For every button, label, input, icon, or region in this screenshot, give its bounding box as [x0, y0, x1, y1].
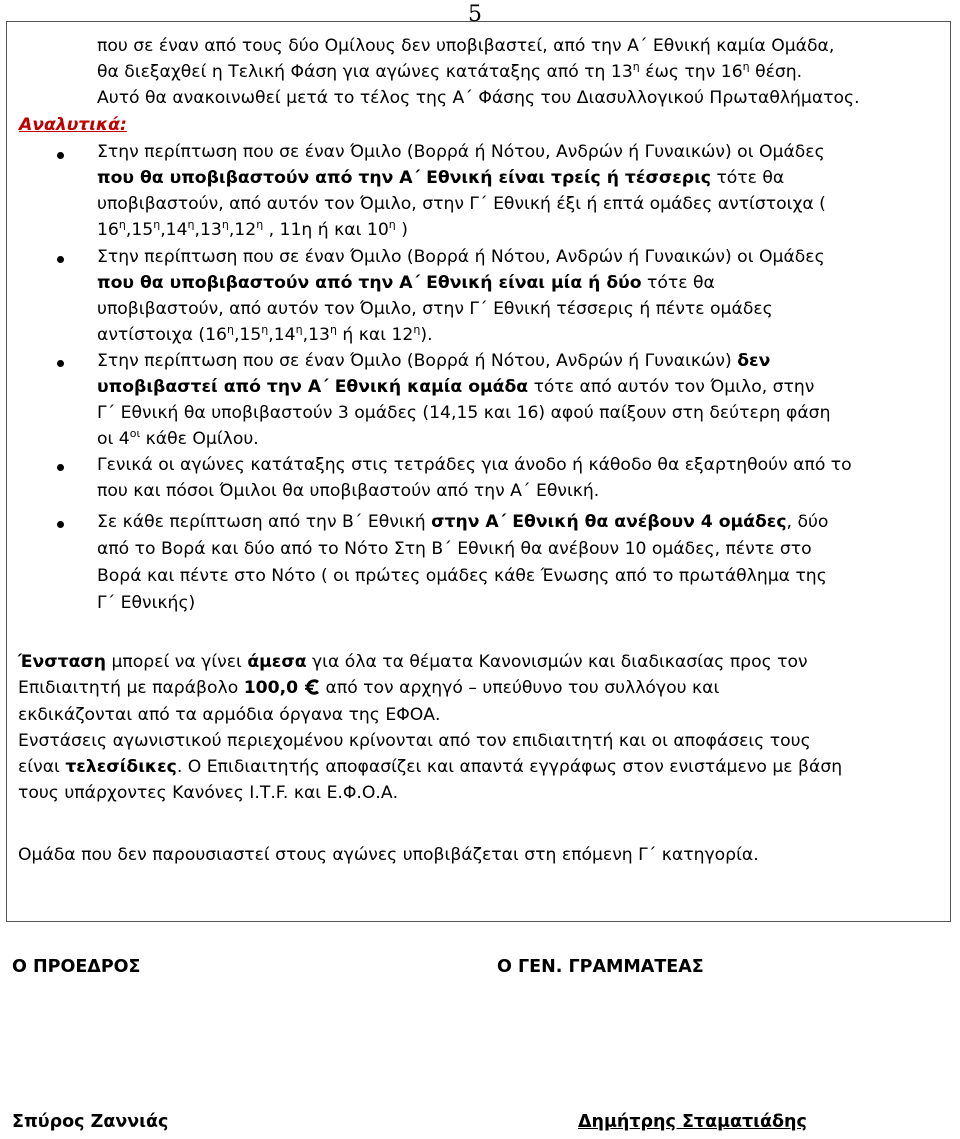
bullet-5-line-2: από το Βορά και δύο από το Νότο Στη Β΄ Εθνική θα ανέβουν 10 ομάδες, πέντε στο: [97, 539, 812, 559]
euro-icon: [304, 679, 320, 695]
bullet-5-line-4: Γ΄ Εθνικής): [97, 593, 196, 613]
bullet-1-line-3: υποβιβαστούν, από αυτόν τον Όμιλο, στην Γ΄ Εθνική έξι ή επτά ομάδες αντίστοιχα (: [97, 194, 826, 214]
objection-line-2: Επιδιαιτητή με παράβολο 100,0 από τον αρχηγό – υπεύθυνο του συλλόγου και: [18, 678, 720, 698]
page-number: 5: [468, 2, 482, 27]
intro-line-2: θα διεξαχθεί η Τελική Φάση για αγώνες κατάταξης από τη $13^\eta$ έως την $16^\eta$ θέση.: [97, 60, 803, 82]
bullet-1-line-4: $16^\eta,15^\eta,14^\eta,13^\eta,12^\eta$ , 11η ή και $10^\eta$ ): [97, 218, 408, 240]
bullet-2-line-2: που θα υποβιβαστούν από την Α΄ Εθνική είναι μία ή δύο τότε θα: [97, 273, 715, 293]
bullet-4-line-2: που και πόσοι Όμιλοι θα υποβιβαστούν από την Α΄ Εθνική.: [97, 481, 600, 501]
intro-line-3: Αυτό θα ανακοινωθεί μετά το τέλος της Α΄ Φάσης του Διασυλλογικού Πρωταθλήματος.: [97, 88, 860, 108]
bullet-3-line-4: οι $4^{o\iota}$ κάθε Ομίλου.: [97, 427, 259, 449]
bullet-5-line-3: Βορά και πέντε στο Νότο ( οι πρώτες ομάδες κάθε Ένωσης από το πρωτάθλημα της: [97, 566, 827, 586]
bullet-1-line-1: Στην περίπτωση που σε έναν Όμιλο (Βορρά ή Νότου, Ανδρών ή Γυναικών) οι Ομάδες: [97, 142, 825, 162]
bullet-icon: [57, 152, 64, 159]
analytics-heading: Αναλυτικά:: [19, 115, 127, 135]
bullet-3-line-1: Στην περίπτωση που σε έναν Όμιλο (Βορρά ή Νότου, Ανδρών ή Γυναικών) δεν: [97, 351, 771, 371]
bullet-1-line-2: που θα υποβιβαστούν από την Α΄ Εθνική είναι τρείς ή τέσσερις τότε θα: [97, 168, 785, 188]
bullet-4-line-1: Γενικά οι αγώνες κατάταξης στις τετράδες για άνοδο ή κάθοδο θα εξαρτηθούν από το: [97, 455, 852, 475]
objection-line-6: τους υπάρχοντες Κανόνες Ι.Τ.F. και Ε.Φ.Ο.Α.: [18, 783, 399, 803]
bullet-2-line-1: Στην περίπτωση που σε έναν Όμιλο (Βορρά ή Νότου, Ανδρών ή Γυναικών) οι Ομάδες: [97, 247, 825, 267]
bullet-icon: [57, 360, 64, 367]
bullet-3-line-2: υποβιβαστεί από την Α΄ Εθνική καμία ομάδα τότε από αυτόν τον Όμιλο, στην: [97, 377, 815, 397]
bullet-3-line-3: Γ΄ Εθνική θα υποβιβαστούν 3 ομάδες (14,15 και 16) αφού παίξουν στη δεύτερη φάση: [97, 403, 831, 423]
bullet-2-line-3: υποβιβαστούν, από αυτόν τον Όμιλο, στην Γ΄ Εθνική τέσσερις ή πέντε ομάδες: [97, 299, 773, 319]
president-name: Σπύρος Ζαννιάς: [12, 1112, 169, 1132]
bullet-icon: [57, 256, 64, 263]
bullet-5-line-1: Σε κάθε περίπτωση από την Β΄ Εθνική στην Α΄ Εθνική θα ανέβουν 4 ομάδες, δύο: [97, 512, 829, 532]
secretary-name: Δημήτρης Σταματιάδης: [578, 1112, 807, 1132]
objection-line-3: εκδικάζονται από τα αρμόδια όργανα της ΕΦΟΑ.: [18, 705, 441, 725]
intro-line-1: που σε έναν από τους δύο Ομίλους δεν υποβιβαστεί, από την Α΄ Εθνική καμία Ομάδα,: [97, 36, 835, 56]
objection-line-4: Ενστάσεις αγωνιστικού περιεχομένου κρίνονται από τον επιδιαιτητή και οι αποφάσεις τους: [18, 731, 811, 751]
objection-line-1: Ένσταση μπορεί να γίνει άμεσα για όλα τα θέματα Κανονισμών και διαδικασίας προς τον: [18, 652, 808, 672]
bullet-icon: [57, 521, 64, 528]
bullet-2-line-4: αντίστοιχα ($16^\eta,15^\eta,14^\eta,13^\eta$ ή και $12^\eta$).: [97, 323, 433, 345]
no-show-rule: Ομάδα που δεν παρουσιαστεί στους αγώνες υποβιβάζεται στη επόμενη Γ΄ κατηγορία.: [18, 845, 759, 865]
objection-line-5: είναι τελεσίδικες. Ο Επιδιαιτητής αποφασίζει και απαντά εγγράφως στον ενιστάμενο με βάση: [18, 757, 843, 777]
bullet-icon: [57, 464, 64, 471]
secretary-title: Ο ΓΕΝ. ΓΡΑΜΜΑΤΕΑΣ: [497, 957, 704, 977]
president-title: Ο ΠΡΟΕΔΡΟΣ: [12, 957, 141, 977]
